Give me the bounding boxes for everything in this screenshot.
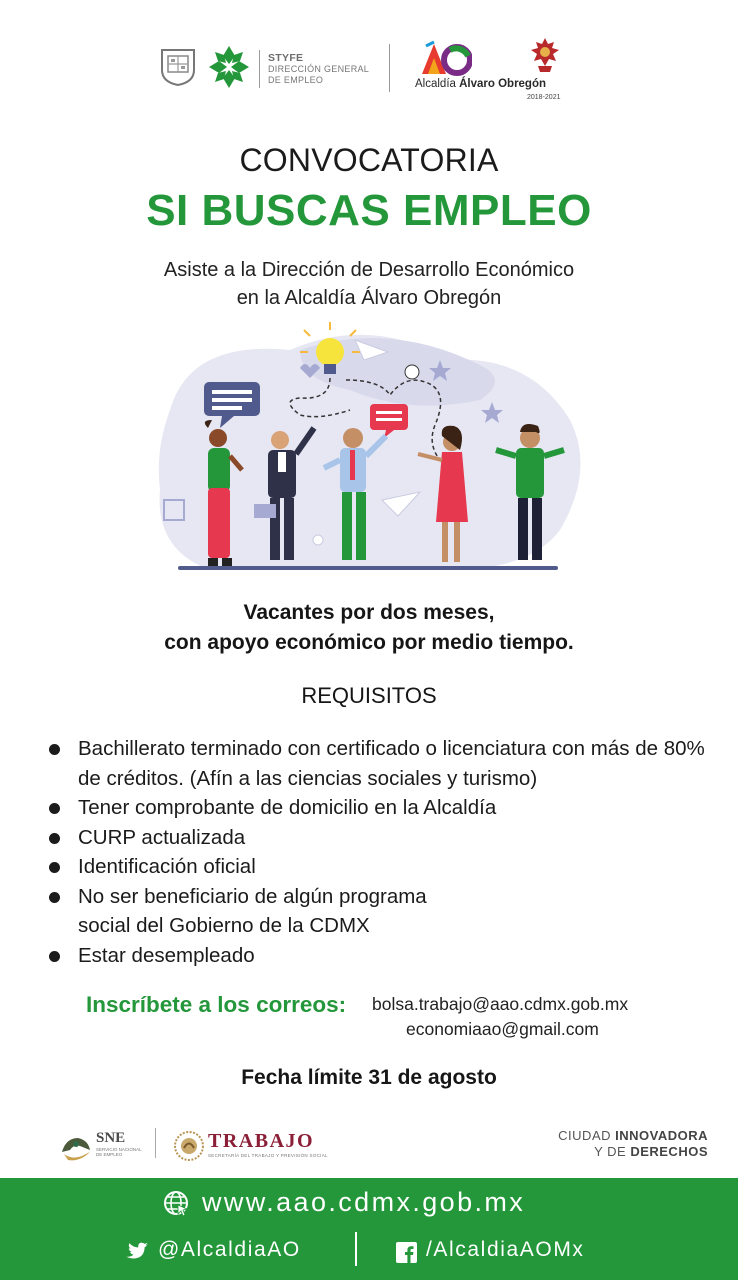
register-label: Inscríbete a los correos: bbox=[86, 992, 347, 1017]
requirement-item: Estar desempleado bbox=[48, 941, 718, 971]
sne-logo bbox=[96, 1130, 144, 1157]
intro-text bbox=[0, 256, 738, 312]
ao-prefix: Alcaldía bbox=[415, 78, 460, 90]
requirement-item bbox=[48, 882, 718, 941]
ciudad-slogan bbox=[558, 1128, 708, 1160]
website-link[interactable]: www.aao.cdmx.gob.mx bbox=[202, 1187, 526, 1217]
styfe-line2: DE EMPLEO bbox=[268, 75, 324, 85]
headline: SI BUSCAS EMPLEO bbox=[146, 186, 592, 235]
deadline-text: Fecha límite 31 de agosto bbox=[241, 1066, 497, 1089]
ao-name-bold: Álvaro Obregón bbox=[459, 78, 547, 90]
header-logos bbox=[0, 40, 738, 110]
bar-divider bbox=[355, 1232, 357, 1266]
email-link[interactable]: economiaao@gmail.com bbox=[406, 1019, 599, 1039]
trabajo-subtitle: SECRETARÍA DEL TRABAJO Y PREVISIÓN SOCIAL bbox=[208, 1153, 328, 1158]
intro-line1: Asiste a la Dirección de Desarrollo Económico bbox=[163, 259, 575, 281]
cdmx-star-icon bbox=[207, 44, 251, 90]
sne-subtitle: SERVICIO NACIONAL DE EMPLEO bbox=[96, 1147, 142, 1157]
convocatoria-title: CONVOCATORIA bbox=[239, 142, 499, 178]
ciudad-line2-b: DERECHOS bbox=[630, 1144, 708, 1159]
requirement-item: Tener comprobante de domicilio en la Alcaldía bbox=[48, 793, 718, 823]
offer-line2: con apoyo económico por medio tiempo. bbox=[164, 631, 574, 654]
intro-line2: en la Alcaldía Álvaro Obregón bbox=[236, 287, 502, 309]
requirement-item-line1: No ser beneficiario de algún programa bbox=[78, 884, 427, 908]
ao-logo-icon bbox=[420, 40, 472, 76]
header-divider bbox=[259, 50, 260, 88]
trabajo-title: TRABAJO bbox=[208, 1130, 315, 1152]
ciudad-line1-b: INNOVADORA bbox=[615, 1128, 708, 1143]
header-divider bbox=[389, 44, 390, 92]
requirement-item: Bachillerato terminado con certificado o licenciatura con más de 80% de créditos. (Afín a las ciencias sociales y turismo) bbox=[48, 734, 718, 793]
trabajo-logo bbox=[208, 1130, 328, 1158]
ciudad-line2-a: Y DE bbox=[594, 1144, 631, 1159]
ao-years: 2018-2021 bbox=[527, 94, 561, 101]
cdmx-shield-icon bbox=[160, 48, 196, 86]
ao-name bbox=[415, 78, 546, 90]
requirement-item: CURP actualizada bbox=[48, 823, 718, 853]
offer-line1: Vacantes por dos meses, bbox=[243, 601, 495, 624]
twitter-icon bbox=[124, 1242, 148, 1262]
requirement-item-line2: social del Gobierno de la CDMX bbox=[78, 914, 370, 937]
styfe-line1: DIRECCIÓN GENERAL bbox=[268, 64, 370, 74]
sne-icon bbox=[60, 1132, 92, 1162]
globe-icon bbox=[163, 1190, 189, 1216]
requirement-item: Identificación oficial bbox=[48, 852, 718, 882]
team-illustration bbox=[150, 320, 590, 580]
requirements-title: REQUISITOS bbox=[301, 683, 437, 708]
ao-crest-icon bbox=[528, 36, 562, 74]
facebook-icon bbox=[396, 1242, 417, 1263]
styfe-label bbox=[268, 53, 369, 86]
footer-divider bbox=[155, 1128, 156, 1158]
styfe-title: STYFE bbox=[268, 52, 304, 64]
ciudad-line1-a: CIUDAD bbox=[558, 1128, 616, 1143]
footer-bar bbox=[0, 1178, 738, 1280]
requirements-list bbox=[48, 734, 718, 970]
sne-title: SNE bbox=[96, 1130, 126, 1146]
facebook-handle[interactable]: /AlcaldiaAOMx bbox=[426, 1238, 585, 1261]
trabajo-seal-icon bbox=[173, 1130, 205, 1162]
offer-text bbox=[0, 598, 738, 658]
twitter-handle[interactable]: @AlcaldiaAO bbox=[158, 1238, 301, 1261]
email-link[interactable]: bolsa.trabajo@aao.cdmx.gob.mx bbox=[372, 994, 629, 1014]
